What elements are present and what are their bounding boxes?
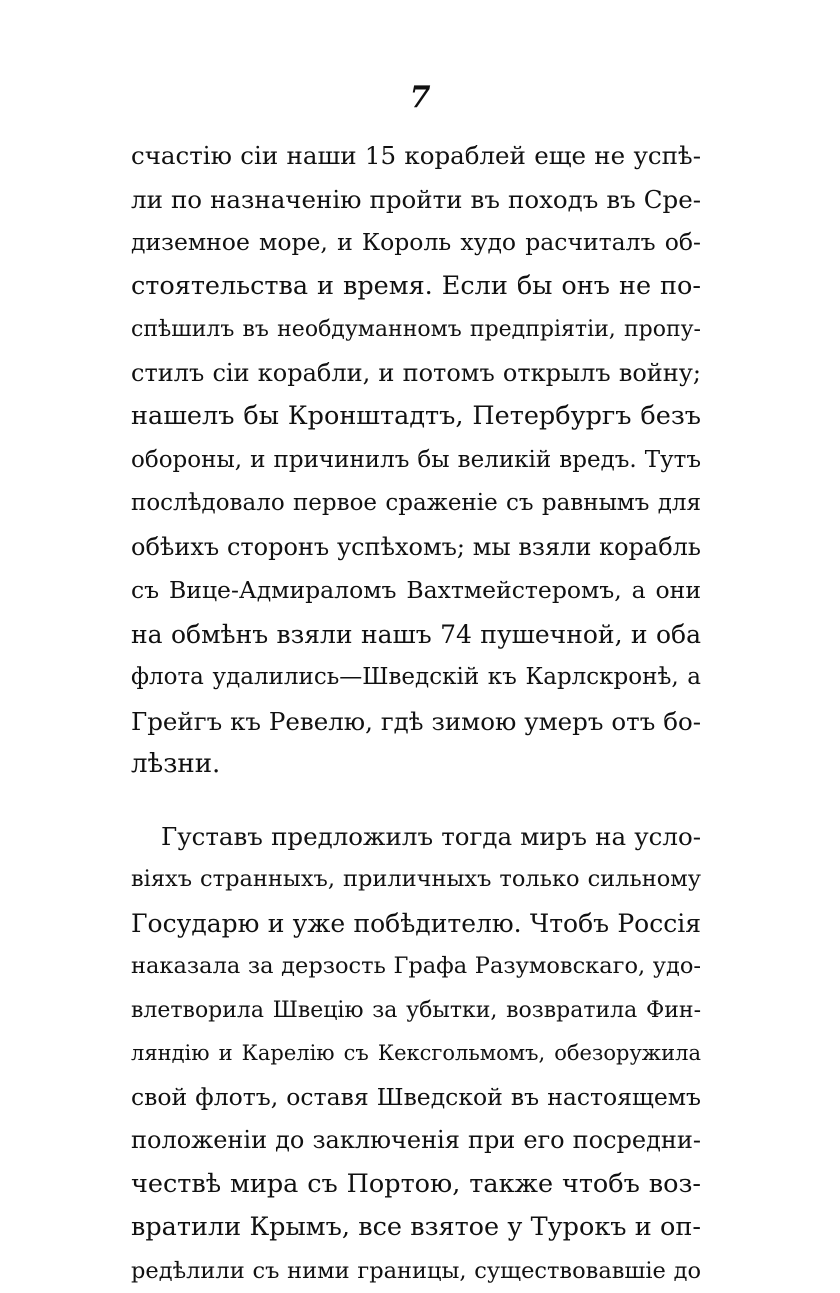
text-line: обороны, и причинилъ бы великій вредъ. Тутъ [131, 439, 701, 483]
text-line: лѣзни. [131, 743, 701, 787]
text-line: обѣихъ сторонъ успѣхомъ; мы взяли корабль [131, 526, 701, 570]
text-line: ляндію и Карелію съ Кексгольмомъ, обезоружила [131, 1032, 701, 1076]
text-line: диземное море, и Король худо расчиталъ об- [131, 221, 701, 265]
paragraph-1 [131, 134, 701, 787]
text-line: флота удалились—Шведскій къ Карлскронѣ, а [131, 656, 701, 700]
text-line: вратили Крымъ, все взятое у Турокъ и оп- [131, 1206, 701, 1250]
text-line: спѣшилъ въ необдуманномъ предпріятіи, пропу- [131, 308, 701, 352]
text-line: съ Вице-Адмираломъ Вахтмейстеромъ, а они [131, 569, 701, 613]
text-line: влетворила Швецію за убытки, возвратила Фин- [131, 989, 701, 1033]
page-text [131, 134, 701, 1293]
text-line: свой флотъ, оставя Шведской въ настоящемъ [131, 1076, 701, 1120]
text-line: редѣлили съ ними границы, существовавшіе до [131, 1250, 701, 1293]
text-line: нашелъ бы Кронштадтъ, Петербургъ безъ [131, 395, 701, 439]
text-line: положеніи до заключенія при его посредни- [131, 1119, 701, 1163]
text-line: на обмѣнъ взяли нашъ 74 пушечной, и оба [131, 613, 701, 657]
text-line: наказала за дерзость Графа Разумовскаго, удо- [131, 945, 701, 989]
text-line: послѣдовало первое сраженіе съ равнымъ для [131, 482, 701, 526]
page-number: 7 [405, 80, 435, 115]
text-line: чествѣ мира съ Портою, также чтобъ воз- [131, 1163, 701, 1207]
text-line: стоятельства и время. Если бы онъ не по- [131, 265, 701, 309]
text-line: стилъ сіи корабли, и потомъ открылъ войну; [131, 352, 701, 396]
text-line: віяхъ странныхъ, приличныхъ только сильному [131, 858, 701, 902]
paragraph-gap [131, 787, 701, 815]
paragraph-2 [131, 815, 701, 1293]
text-line: Грейгъ къ Ревелю, гдѣ зимою умеръ отъ бо- [131, 700, 701, 744]
text-line: счастію сіи наши 15 кораблей еще не успѣ- [131, 134, 701, 178]
text-line: Густавъ предложилъ тогда миръ на усло- [131, 815, 701, 859]
text-line: ли по назначенію пройти въ походъ въ Сре- [131, 178, 701, 222]
text-line: Государю и уже побѣдителю. Чтобъ Россія [131, 902, 701, 946]
